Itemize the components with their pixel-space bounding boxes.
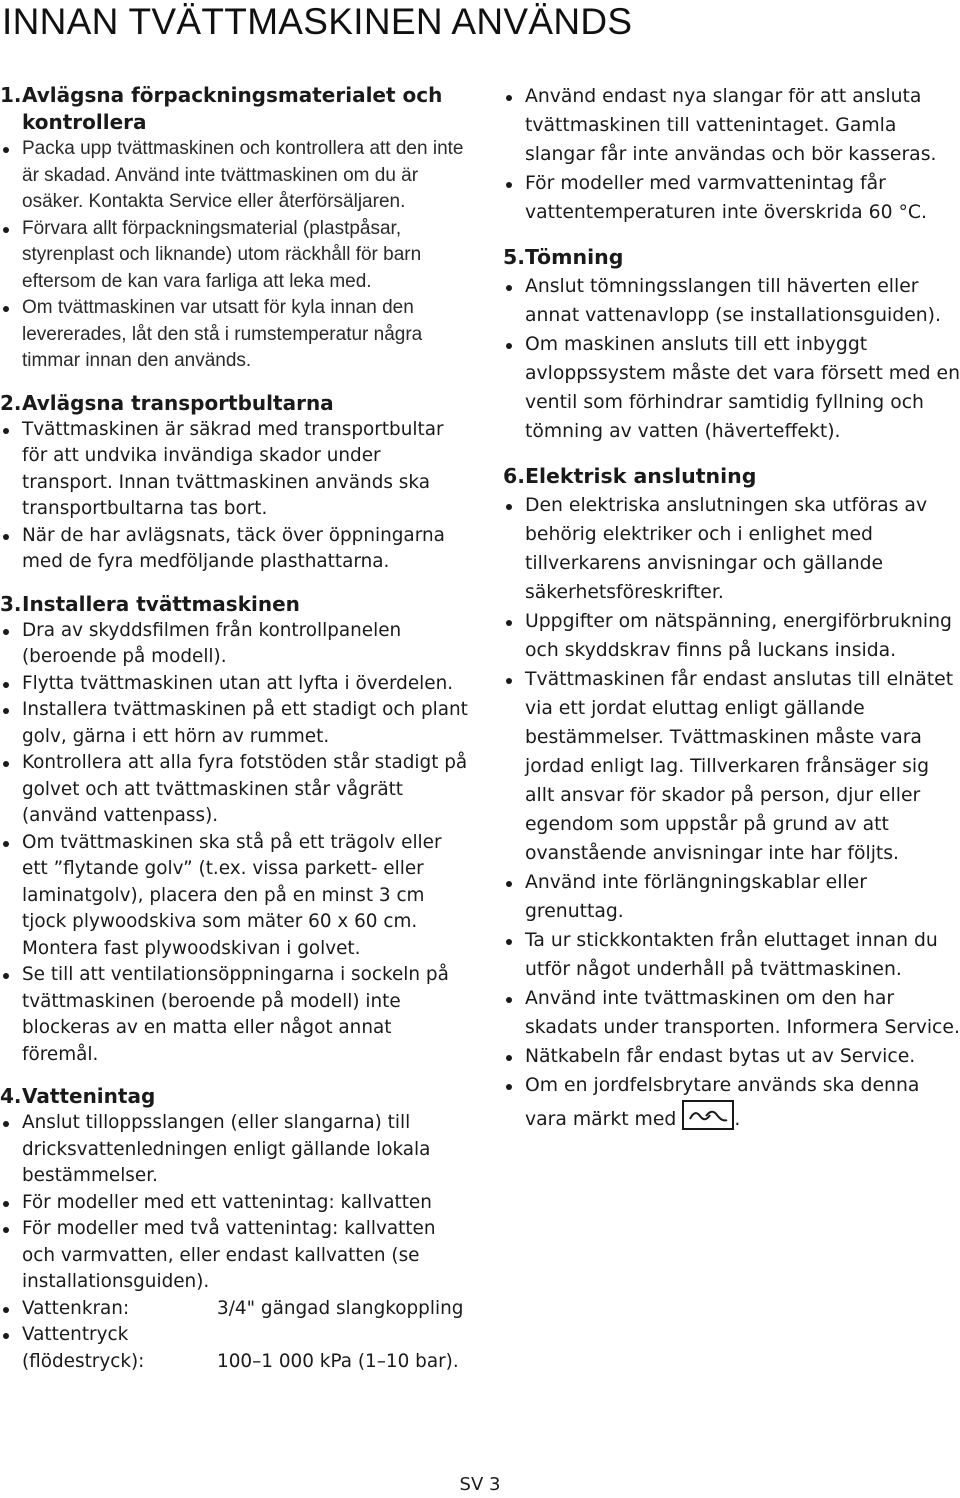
list-item: Dra av skyddsfilmen från kontrollpanelen (beroende på modell).: [0, 618, 472, 671]
list-item: Tvättmaskinen får endast anslutas till elnätet via ett jordat eluttag enligt gällande bestämmelser. Tvättmaskinen måste vara jordad enligt lag. Tillverkaren frånsäger sig allt ansvar för skador på person, djur eller egendom som uppstår på grund av att ovanstående anvisningar inte har följts.: [503, 665, 960, 868]
section-5-list: [503, 272, 960, 446]
section-number: 6.: [503, 464, 526, 488]
list-item: Förvara allt förpackningsmaterial (plastpåsar, styrenplast och liknande) utom räckhåll för barn eftersom de kan vara farliga att leka med.: [0, 216, 472, 296]
section-6-list: [503, 491, 960, 1139]
spec-value: 100–1 000 kPa (1–10 bar).: [217, 1350, 459, 1372]
section-number: 5.: [503, 245, 526, 269]
list-item: Flytta tvättmaskinen utan att lyfta i överdelen.: [0, 671, 472, 698]
section-number: 2.: [0, 390, 22, 415]
page-footer: SV 3: [459, 1474, 501, 1495]
section-heading-5: [503, 242, 960, 272]
section-3-list: [0, 618, 472, 1069]
left-column: [0, 82, 472, 1375]
list-item: Den elektriska anslutningen ska utföras av behörig elektriker och i enlighet med tillverkarens anvisningar och gällande säkerhetsföreskrifter.: [503, 491, 960, 607]
list-item: För modeller med varmvattenintag får vattentemperaturen inte överskrida 60 °C.: [503, 169, 960, 227]
spec-item-water-tap: [0, 1296, 472, 1323]
list-item: Använd inte tvättmaskinen om den har skadats under transporten. Informera Service.: [503, 984, 960, 1042]
list-item: Ta ur stickkontakten från eluttaget innan du utför något underhåll på tvättmaskinen.: [503, 926, 960, 984]
section-title: Avlägsna transportbultarna: [22, 390, 334, 415]
list-item: Om maskinen ansluts till ett inbyggt avloppssystem måste det vara försett med en ventil som förhindrar samtidig fyllning och tömning av vatten (häverteffekt).: [503, 330, 960, 446]
section-title: Vattenintag: [22, 1084, 156, 1108]
page-title: INNAN TVÄTTMASKINEN ANVÄNDS: [2, 1, 633, 42]
list-item: Tvättmaskinen är säkrad med transportbultar för att undvika invändiga skador under transport. Innan tvättmaskinen används ska transportbultarna tas bort.: [0, 417, 472, 523]
list-item: Om tvättmaskinen var utsatt för kyla innan den levererades, låt den stå i rumstemperatur några timmar innan den används.: [0, 295, 472, 375]
rcd-text: Om en jordfelsbrytare används ska denna vara märkt med: [525, 1075, 920, 1130]
section-number: 1.: [0, 83, 22, 107]
spec-value: 3/4" gängad slangkoppling: [217, 1297, 464, 1319]
section-title: Installera tvättmaskinen: [22, 591, 300, 616]
list-item: Använd endast nya slangar för att ansluta tvättmaskinen till vattenintaget. Gamla slangar får inte användas och bör kasseras.: [503, 82, 960, 169]
list-item: Kontrollera att alla fyra fotstöden står stadigt på golvet och att tvättmaskinen står vågrätt (använd vattenpass).: [0, 750, 472, 830]
section-heading-1: [0, 82, 472, 136]
list-item: Packa upp tvättmaskinen och kontrollera att den inte är skadad. Använd inte tvättmaskinen om du är osäker. Kontakta Service eller återförsäljaren.: [0, 136, 472, 216]
rcd-text-end: .: [734, 1109, 741, 1130]
list-item: Se till att ventilationsöppningarna i sockeln på tvättmaskinen (beroende på modell) inte blockeras av en matta eller något annat föremål.: [0, 962, 472, 1068]
list-item: Om tvättmaskinen ska stå på ett trägolv eller ett ”flytande golv” (t.ex. vissa parkett- eller laminatgolv), placera den på en minst 3 cm tjock plywoodskiva som mäter 60 x 60 cm. Montera fast plywoodskivan i golvet.: [0, 830, 472, 963]
list-item: Använd inte förlängningskablar eller grenuttag.: [503, 868, 960, 926]
section-heading-4: [0, 1083, 472, 1110]
section-2-list: [0, 417, 472, 576]
list-item: Anslut tilloppsslangen (eller slangarna) till dricksvattenledningen enligt gällande lokala bestämmelser.: [0, 1110, 472, 1190]
section-heading-2: [0, 390, 472, 417]
section-number: 4.: [0, 1084, 22, 1108]
list-item: Uppgifter om nätspänning, energiförbrukning och skyddskrav finns på luckans insida.: [503, 607, 960, 665]
right-column: [503, 82, 960, 1139]
section-4-list: [0, 1110, 472, 1375]
section-heading-6: [503, 461, 960, 491]
list-item: För modeller med ett vattenintag: kallvatten: [0, 1190, 472, 1217]
section-number: 3.: [0, 591, 22, 616]
list-item: Installera tvättmaskinen på ett stadigt och plant golv, gärna i ett hörn av rummet.: [0, 697, 472, 750]
section-title: Avlägsna förpackningsmaterialet och kontrollera: [22, 83, 443, 134]
list-item: För modeller med två vattenintag: kallvatten och varmvatten, eller endast kallvatten (se installationsguiden).: [0, 1216, 472, 1296]
list-item: Anslut tömningsslangen till häverten eller annat vattenavlopp (se installationsguiden).: [503, 272, 960, 330]
list-item: När de har avlägsnats, täck över öppningarna med de fyra medföljande plasthattarna.: [0, 523, 472, 576]
spec-item-water-pressure: [0, 1322, 472, 1375]
list-item: Nätkabeln får endast bytas ut av Service.: [503, 1042, 960, 1071]
section-heading-3: [0, 591, 472, 618]
section-title: Tömning: [525, 245, 624, 269]
spec-key: Vattentryck (flödestryck):: [22, 1324, 145, 1372]
spec-key: Vattenkran:: [22, 1297, 130, 1319]
section-title: Elektrisk anslutning: [525, 464, 757, 488]
section-4-continued-list: [503, 82, 960, 227]
list-item-rcd: [503, 1071, 960, 1139]
rcd-symbol-icon: [682, 1100, 734, 1139]
section-1-list: [0, 136, 472, 375]
